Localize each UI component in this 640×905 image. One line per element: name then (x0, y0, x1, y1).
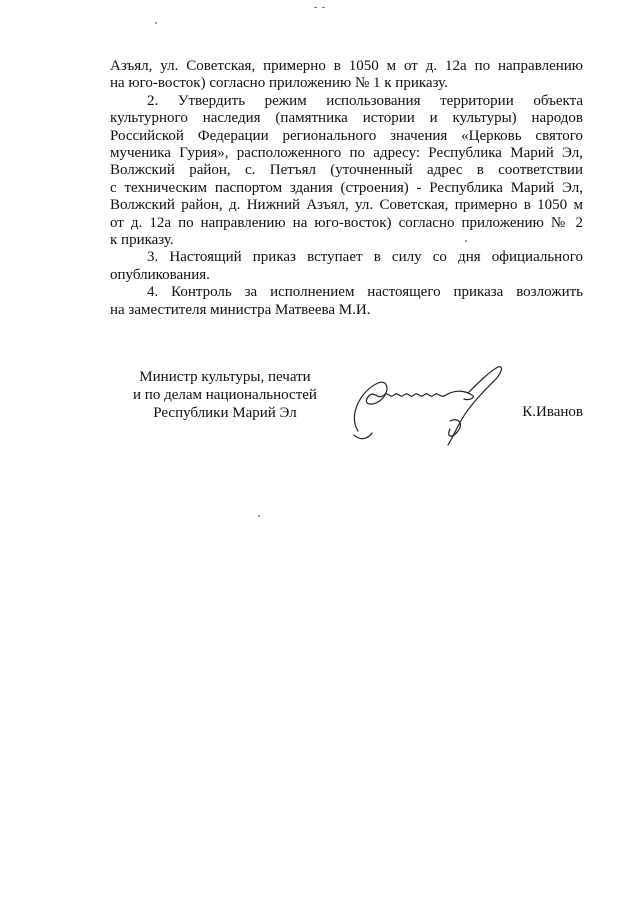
text-line: Азъял, ул. Советская, примерно в 1050 м от д. 12а по направлению (110, 58, 583, 74)
text-line: на юго-восток) согласно приложению № 1 к приказу. (110, 75, 448, 92)
text-line: опубликования. (110, 266, 210, 283)
text-line: на заместителя министра Матвеева М.И. (110, 301, 371, 318)
paragraph-continuation (110, 58, 583, 93)
signatory-name: К.Иванов (522, 404, 583, 420)
text-line: Волжский район, д. Нижний Азъял, ул. Советская, примерно в 1050 м (110, 197, 583, 214)
text-line: 3. Настоящий приказ вступает в силу со дня официального (147, 249, 583, 266)
signatory-title-line: Республики Марий Эл (153, 404, 297, 421)
text-line: 4. Контроль за исполнением настоящего приказа возложить (147, 284, 583, 301)
text-line: от д. 12а по направлению на юго-восток) согласно приложению № 2 (110, 214, 583, 231)
scan-speck (155, 22, 157, 24)
signatory-title-line: и по делам национальностей (133, 386, 317, 403)
text-line: к приказу. (110, 232, 174, 249)
text-line: Российской Федерации регионального значения «Церковь святого (110, 127, 583, 144)
text-line: культурного наследия (памятника истории и культуры) народов (110, 110, 583, 127)
paragraph-item-2 (110, 93, 583, 250)
paragraph-item-4 (110, 284, 583, 319)
signature-block (110, 369, 583, 449)
paragraph-item-3 (110, 249, 583, 284)
text-line: с техническим паспортом здания (строения) - Республика Марий Эл, (110, 179, 583, 196)
order-text (110, 58, 583, 319)
text-line: Волжский район, с. Петъял (уточненный адрес в соответствии (110, 162, 583, 179)
page-header-mark: - - (313, 2, 327, 13)
scan-speck (258, 515, 260, 517)
text-line: мученика Гурия», расположенного по адресу: Республика Марий Эл, (110, 145, 583, 162)
signatory-title-line: Министр культуры, печати (139, 369, 311, 385)
text-line: 2. Утвердить режим использования территории объекта (147, 92, 583, 109)
signatory-title (110, 369, 340, 422)
handwritten-signature (338, 361, 528, 451)
